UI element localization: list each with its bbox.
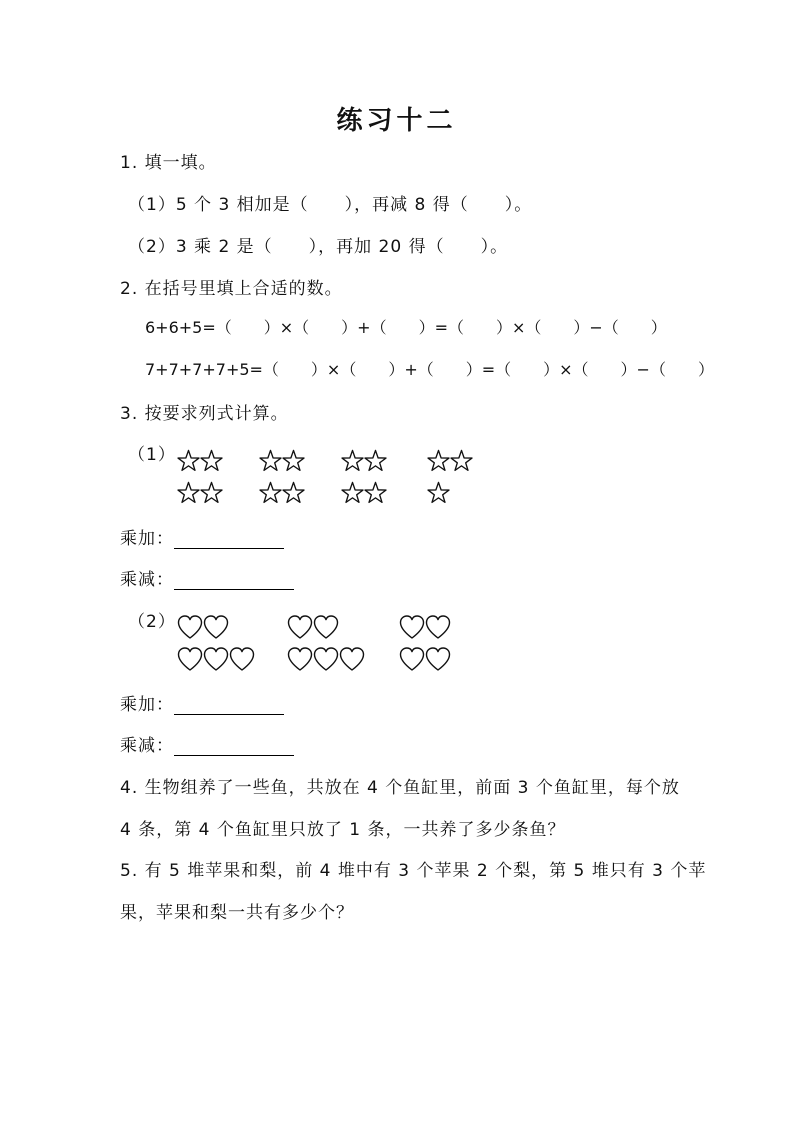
q3-part1-label: （1） (128, 445, 176, 465)
q5-line-2: 果，苹果和梨一共有多少个？ (120, 903, 354, 923)
heart-group (399, 615, 451, 640)
star-row-2 (177, 481, 450, 504)
answer-blank[interactable] (174, 571, 294, 590)
heart-outline-icon (399, 647, 425, 672)
heart-outline-icon (203, 615, 229, 640)
heart-outline-icon (203, 647, 229, 672)
star-outline-icon (341, 449, 364, 472)
multiply-subtract-label: 乘减： (120, 736, 174, 756)
star-group (341, 449, 387, 472)
heart-group (177, 647, 255, 672)
star-outline-icon (427, 449, 450, 472)
q1-item-2: （2）3 乘 2 是（ ），再加 20 得（ ）。 (128, 237, 509, 257)
heart-row-2 (177, 647, 451, 672)
star-group (259, 481, 305, 504)
star-outline-icon (282, 481, 305, 504)
q3-part1-multiply-add (120, 524, 284, 549)
star-group (427, 481, 450, 504)
star-outline-icon (450, 449, 473, 472)
multiply-subtract-label: 乘减： (120, 570, 174, 590)
q3-part2-multiply-subtract (120, 731, 294, 756)
heart-outline-icon (287, 647, 313, 672)
star-outline-icon (341, 481, 364, 504)
star-group (341, 481, 387, 504)
heart-outline-icon (177, 647, 203, 672)
q3-part1-multiply-subtract (120, 565, 294, 590)
star-outline-icon (427, 481, 450, 504)
star-outline-icon (177, 481, 200, 504)
heart-outline-icon (399, 615, 425, 640)
heart-outline-icon (425, 647, 451, 672)
star-outline-icon (259, 449, 282, 472)
q3-part2-multiply-add (120, 690, 284, 715)
q3-heading: 3. 按要求列式计算。 (120, 404, 289, 424)
heart-outline-icon (425, 615, 451, 640)
multiply-add-label: 乘加： (120, 529, 174, 549)
star-row-1 (177, 449, 473, 472)
heart-group (287, 647, 365, 672)
answer-blank[interactable] (174, 530, 284, 549)
q2-equation-1: 6+6+5=（ ）×（ ）+（ ）=（ ）×（ ）−（ ） (145, 318, 667, 337)
page-title: 练习十二 (336, 106, 457, 136)
heart-outline-icon (313, 647, 339, 672)
star-group (177, 481, 223, 504)
star-outline-icon (177, 449, 200, 472)
star-outline-icon (364, 449, 387, 472)
star-outline-icon (200, 449, 223, 472)
star-outline-icon (364, 481, 387, 504)
heart-outline-icon (339, 647, 365, 672)
q4-line-1: 4. 生物组养了一些鱼，共放在 4 个鱼缸里，前面 3 个鱼缸里，每个放 (120, 778, 680, 798)
star-group (259, 449, 305, 472)
heart-group (287, 615, 339, 640)
q2-equation-2: 7+7+7+7+5=（ ）×（ ）+（ ）=（ ）×（ ）−（ ） (145, 360, 714, 379)
star-outline-icon (259, 481, 282, 504)
q1-heading: 1. 填一填。 (120, 153, 217, 173)
heart-outline-icon (287, 615, 313, 640)
star-outline-icon (200, 481, 223, 504)
star-group (177, 449, 223, 472)
heart-outline-icon (313, 615, 339, 640)
heart-outline-icon (229, 647, 255, 672)
star-outline-icon (282, 449, 305, 472)
heart-group (399, 647, 451, 672)
q1-item-1: （1）5 个 3 相加是（ ），再减 8 得（ ）。 (128, 195, 533, 215)
q2-heading: 2. 在括号里填上合适的数。 (120, 279, 343, 299)
q5-line-1: 5. 有 5 堆苹果和梨，前 4 堆中有 3 个苹果 2 个梨，第 5 堆只有 3 个苹 (120, 861, 707, 881)
heart-row-1 (177, 615, 451, 640)
q4-line-2: 4 条，第 4 个鱼缸里只放了 1 条，一共养了多少条鱼？ (120, 820, 566, 840)
star-group (427, 449, 473, 472)
q3-part2-label: （2） (128, 612, 176, 632)
heart-group (177, 615, 229, 640)
heart-outline-icon (177, 615, 203, 640)
answer-blank[interactable] (174, 696, 284, 715)
answer-blank[interactable] (174, 737, 294, 756)
multiply-add-label: 乘加： (120, 695, 174, 715)
